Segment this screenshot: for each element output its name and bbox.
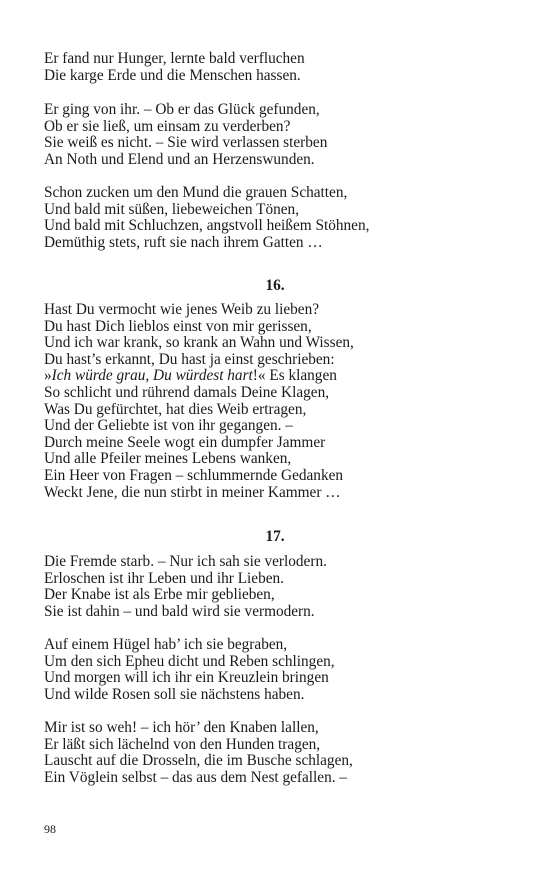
verse-line: Was Du gefürchtet, hat dies Weib ertragen, (44, 400, 307, 418)
stanza (44, 51, 524, 84)
verse-line-rest: !« Es klangen (252, 367, 337, 385)
verse-line-quote (44, 368, 524, 385)
verse-line: Mir ist so weh! – ich hör’ den Knaben lallen, (44, 719, 319, 736)
verse-line: Ob er sie ließ, um einsam zu verderben? (44, 117, 291, 135)
verse-line: Er ging von ihr. – Ob er das Glück gefunden, (44, 101, 320, 118)
verse-line: Erloschen ist ihr Leben und ihr Lieben. (44, 569, 285, 587)
verse-line: Weckt Jene, die nun stirbt in meiner Kammer … (44, 483, 341, 501)
verse-line: Und morgen will ich ihr ein Kreuzlein bringen (44, 669, 329, 687)
stanza (44, 102, 524, 168)
verse-line: Und ich war krank, so krank an Wahn und Wissen, (44, 334, 354, 352)
verse-line: Der Knabe ist als Erbe mir geblieben, (44, 586, 275, 604)
verse-line: Und bald mit süßen, liebeweichen Tönen, (44, 200, 300, 218)
verse-line: Hast Du vermocht wie jenes Weib zu lieben? (44, 301, 320, 318)
stanza (44, 720, 524, 786)
verse-line: So schlicht und rührend damals Deine Klagen, (44, 383, 330, 401)
page-number: 98 (44, 822, 56, 836)
verse-line: Die karge Erde und die Menschen hassen. (44, 66, 301, 84)
poem-body (44, 302, 524, 501)
stanza (44, 637, 524, 703)
verse-line: Er läßt sich lächelnd von den Hunden tragen, (44, 735, 321, 753)
verse-line: Um den sich Epheu dicht und Reben schlingen, (44, 652, 335, 670)
stanza (44, 554, 524, 620)
verse-line: Durch meine Seele wogt ein dumpfer Jammer (44, 433, 326, 451)
verse-line: Ein Heer von Fragen – schlummernde Gedanken (44, 466, 344, 484)
verse-line: Sie ist dahin – und bald wird sie vermodern. (44, 602, 315, 620)
verse-line: Die Fremde starb. – Nur ich sah sie verlodern. (44, 553, 327, 570)
verse-line: Demüthig stets, ruft sie nach ihrem Gatten … (44, 233, 323, 251)
verse-line: Und der Geliebte ist von ihr gegangen. – (44, 417, 293, 435)
poem-number: 16. (265, 277, 285, 294)
verse-line: Sie weiß es nicht. – Sie wird verlassen sterben (44, 134, 328, 152)
verse-line: Und wilde Rosen soll sie nächstens haben. (44, 685, 305, 703)
verse-line: Du hast Dich lieblos einst von mir gerissen, (44, 317, 312, 335)
verse-line: An Noth und Elend und an Herzenswunden. (44, 150, 315, 168)
verse-line: Schon zucken um den Mund die grauen Schatten, (44, 184, 348, 201)
verse-line: Du hast’s erkannt, Du hast ja einst geschrieben: (44, 350, 335, 368)
verse-line: Auf einem Hügel hab’ ich sie begraben, (44, 636, 288, 653)
quoted-italic-text: Ich würde grau, Du würdest hart (51, 367, 253, 385)
verse-line: Und bald mit Schluchzen, angstvoll heißem Stöhnen, (44, 217, 370, 235)
verse-line: Lauscht auf die Drosseln, die im Busche schlagen, (44, 752, 353, 770)
quote-mark: » (44, 367, 52, 385)
stanza (44, 185, 524, 251)
verse-line: Ein Vöglein selbst – das aus dem Nest gefallen. – (44, 768, 348, 786)
verse-line: Er fand nur Hunger, lernte bald verfluchen (44, 50, 305, 67)
poem-number: 17. (265, 528, 285, 545)
verse-line: Und alle Pfeiler meines Lebens wanken, (44, 450, 292, 468)
